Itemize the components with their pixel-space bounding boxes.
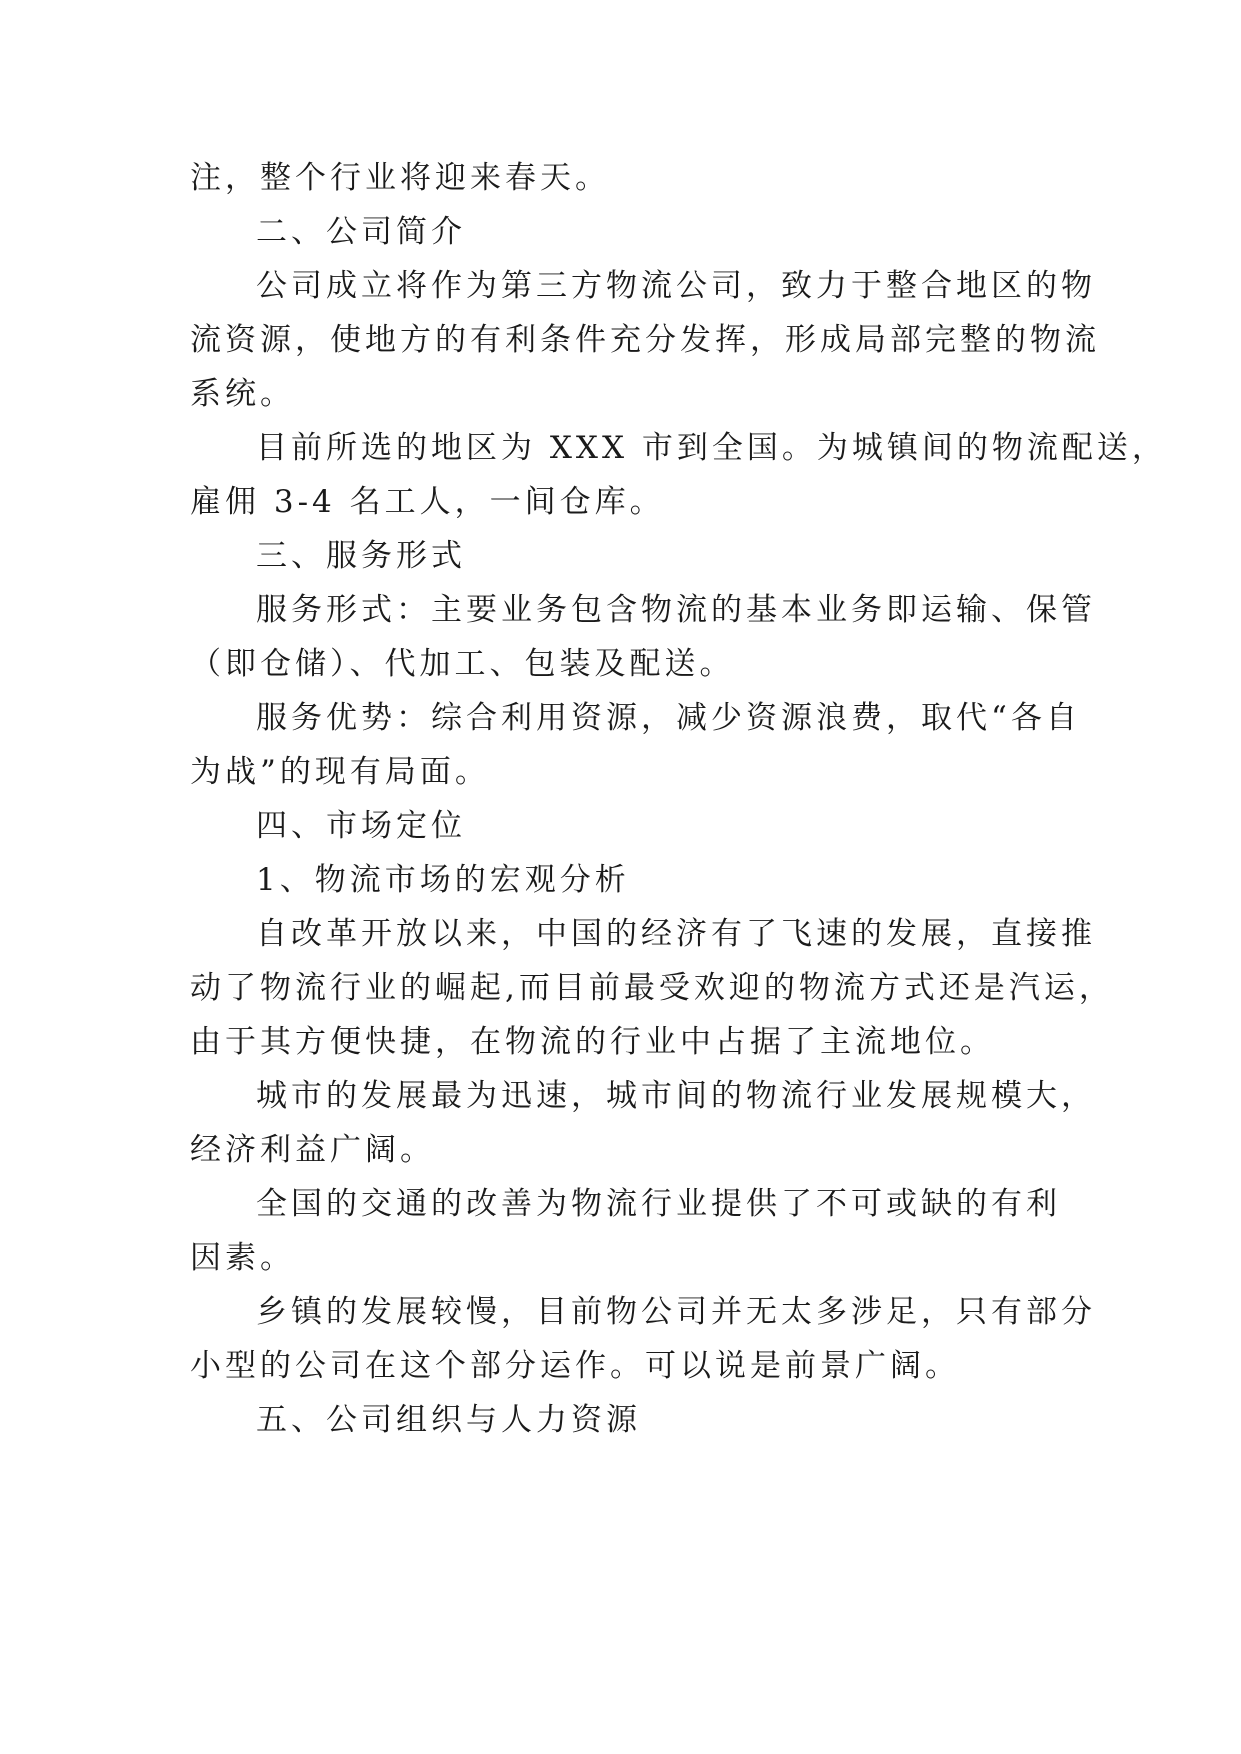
text-line: 动了物流行业的崛起,而目前最受欢迎的物流方式还是汽运， (190, 970, 1114, 1006)
section-heading: 三、服务形式 (256, 538, 466, 574)
text-line: 注，整个行业将迎来春天。 (190, 160, 610, 196)
text-line: 为战”的现有局面。 (190, 754, 490, 790)
text-line: 公司成立将作为第三方物流公司，致力于整合地区的物 (256, 268, 1096, 304)
text-line: 目前所选的地区为 XXX 市到全国。为城镇间的物流配送， (256, 430, 1167, 466)
text-line: 经济利益广阔。 (190, 1132, 435, 1168)
text-line: 由于其方便快捷，在物流的行业中占据了主流地位。 (190, 1024, 995, 1060)
text-line: 乡镇的发展较慢，目前物公司并无太多涉足，只有部分 (256, 1294, 1096, 1330)
text-line: 系统。 (190, 376, 295, 412)
text-line: 小型的公司在这个部分运作。可以说是前景广阔。 (190, 1348, 960, 1384)
section-heading: 四、市场定位 (256, 808, 466, 844)
text-line: 服务优势：综合利用资源，减少资源浪费，取代“各自 (256, 700, 1081, 736)
text-line: 全国的交通的改善为物流行业提供了不可或缺的有利 (256, 1186, 1061, 1222)
text-line: 雇佣 3-4 名工人，一间仓库。 (190, 484, 665, 520)
text-line: 因素。 (190, 1240, 295, 1276)
text-line: 服务形式：主要业务包含物流的基本业务即运输、保管 (256, 592, 1096, 628)
section-heading: 二、公司简介 (256, 214, 466, 250)
text-line: （即仓储）、代加工、包装及配送。 (190, 646, 735, 682)
section-heading: 五、公司组织与人力资源 (256, 1402, 641, 1438)
text-line: 自改革开放以来，中国的经济有了飞速的发展，直接推 (256, 916, 1096, 952)
subsection-heading: 1、物流市场的宏观分析 (256, 862, 630, 898)
text-line: 流资源，使地方的有利条件充分发挥，形成局部完整的物流 (190, 322, 1100, 358)
text-line: 城市的发展最为迅速，城市间的物流行业发展规模大， (256, 1078, 1096, 1114)
